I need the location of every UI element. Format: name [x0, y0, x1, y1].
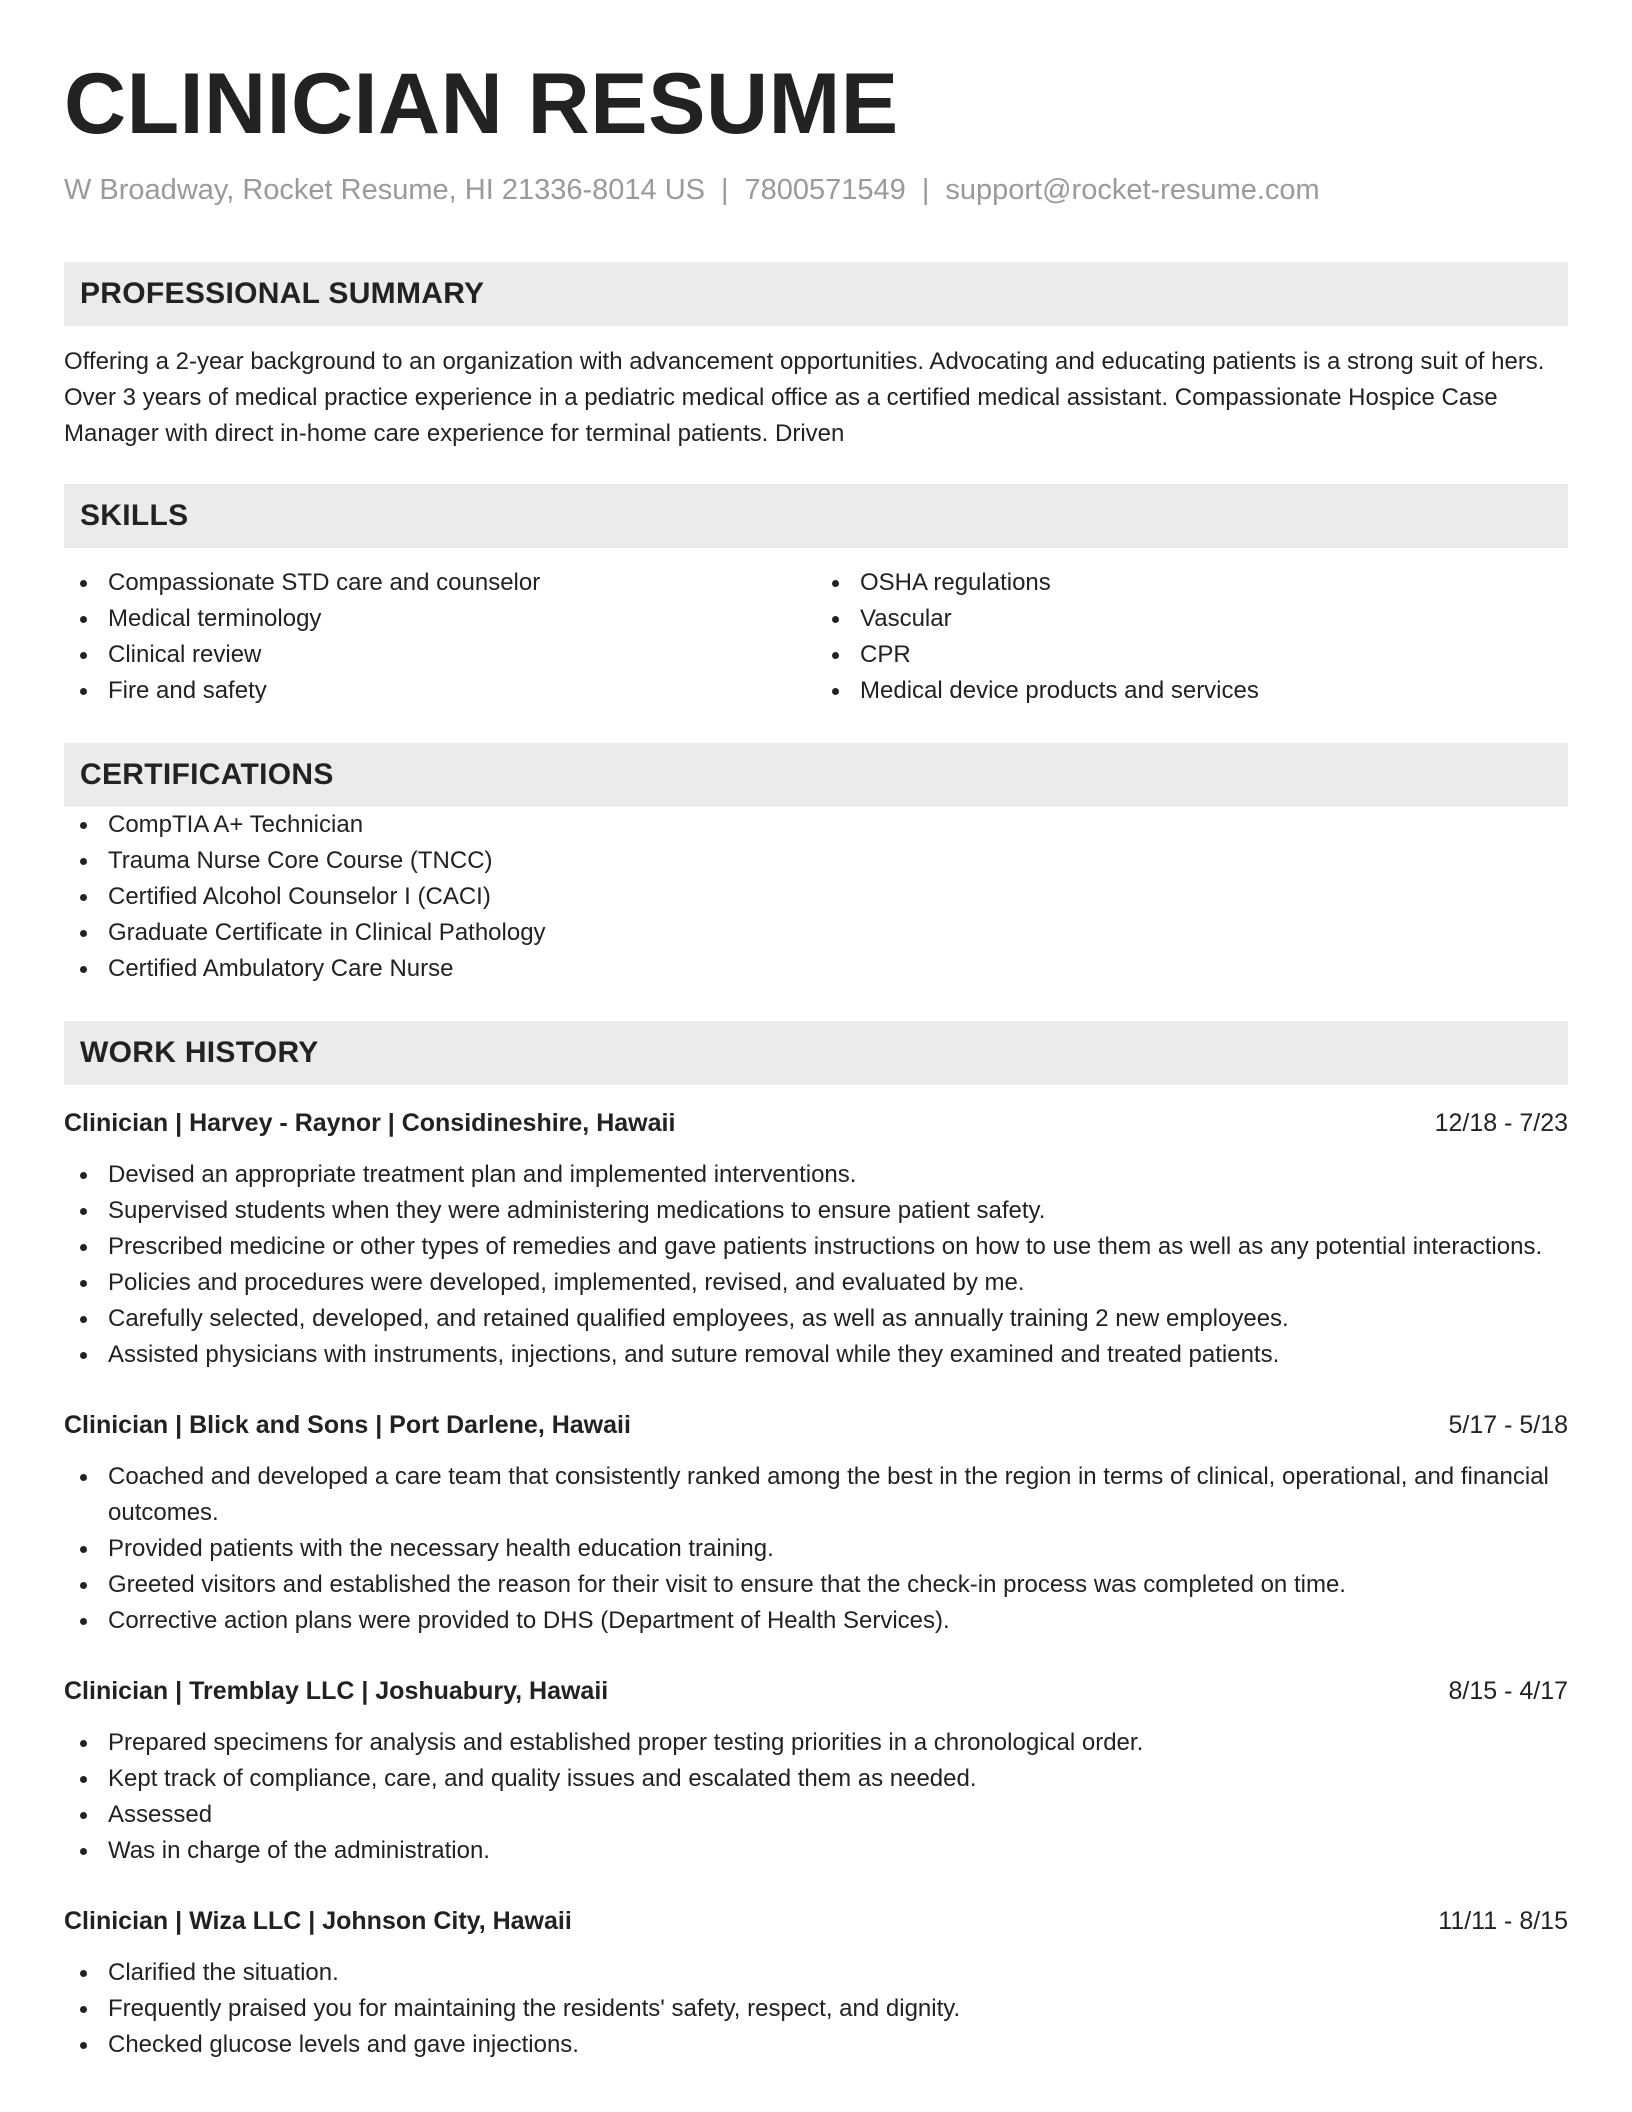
job-bullet: Provided patients with the necessary health education training.	[64, 1531, 1568, 1567]
job-bullet: Was in charge of the administration.	[64, 1833, 1568, 1869]
contact-separator: |	[921, 174, 930, 206]
skill-item: Fire and safety	[64, 673, 816, 709]
job-entry	[64, 1903, 1568, 2063]
skill-item: OSHA regulations	[816, 565, 1568, 601]
job-bullet: Supervised students when they were administering medications to ensure patient safety.	[64, 1193, 1568, 1229]
job-bullets	[64, 1459, 1568, 1639]
job-bullets	[64, 1955, 1568, 2063]
job-dates: 5/17 - 5/18	[1448, 1411, 1568, 1439]
job-bullet: Greeted visitors and established the reason for their visit to ensure that the check-in process was completed on time.	[64, 1567, 1568, 1603]
job-bullet: Prescribed medicine or other types of remedies and gave patients instructions on how to use them as well as any potential interactions.	[64, 1229, 1568, 1265]
job-bullet: Frequently praised you for maintaining the residents' safety, respect, and dignity.	[64, 1991, 1568, 2027]
job-bullet: Coached and developed a care team that consistently ranked among the best in the region in terms of clinical, operational, and financial outcomes.	[64, 1459, 1568, 1531]
skills-column-right	[816, 565, 1568, 709]
contact-separator: |	[720, 174, 729, 206]
job-bullets	[64, 1725, 1568, 1869]
job-title: Clinician | Wiza LLC | Johnson City, Hawaii	[64, 1907, 572, 1935]
job-dates: 11/11 - 8/15	[1438, 1907, 1568, 1935]
skills-list-left	[64, 565, 816, 709]
certification-item: Trauma Nurse Core Course (TNCC)	[64, 843, 1568, 879]
skills-column-left	[64, 565, 816, 709]
skill-item: Medical device products and services	[816, 673, 1568, 709]
job-header	[64, 1105, 1568, 1141]
job-header	[64, 1673, 1568, 1709]
job-bullet: Policies and procedures were developed, implemented, revised, and evaluated by me.	[64, 1265, 1568, 1301]
certification-item: Certified Alcohol Counselor I (CACI)	[64, 879, 1568, 915]
job-bullet: Assisted physicians with instruments, injections, and suture removal while they examined and treated patients.	[64, 1337, 1568, 1373]
job-header	[64, 1903, 1568, 1939]
job-bullet: Carefully selected, developed, and retained qualified employees, as well as annually training 2 new employees.	[64, 1301, 1568, 1337]
certifications-list	[64, 807, 1568, 987]
job-entry	[64, 1407, 1568, 1639]
section-heading-certifications: CERTIFICATIONS	[64, 743, 1568, 807]
job-entry	[64, 1673, 1568, 1869]
certification-item: Certified Ambulatory Care Nurse	[64, 951, 1568, 987]
contact-email: support@rocket-resume.com	[945, 174, 1320, 206]
job-bullets	[64, 1157, 1568, 1373]
job-title: Clinician | Tremblay LLC | Joshuabury, Hawaii	[64, 1677, 609, 1705]
summary-text: Offering a 2-year background to an organization with advancement opportunities. Advocating and educating patients is a strong suit of hers. Over 3 years of medical practice experience in a pediatric medical office as a certified medical assistant. Compassionate Hospice Case Manager with direct in-home care experience for terminal patients. Driven	[64, 348, 1545, 447]
contact-address: W Broadway, Rocket Resume, HI 21336-8014 US	[64, 174, 705, 206]
contact-phone: 7800571549	[744, 174, 906, 206]
section-heading-summary: PROFESSIONAL SUMMARY	[64, 262, 1568, 326]
certifications-section	[64, 743, 1568, 987]
contact-line	[64, 172, 1568, 208]
job-title: Clinician | Blick and Sons | Port Darlene, Hawaii	[64, 1411, 631, 1439]
skills-grid	[64, 565, 1568, 709]
professional-summary-section	[64, 262, 1568, 452]
job-title: Clinician | Harvey - Raynor | Considineshire, Hawaii	[64, 1109, 676, 1137]
certification-item: Graduate Certificate in Clinical Pathology	[64, 915, 1568, 951]
section-heading-skills: SKILLS	[64, 484, 1568, 548]
job-dates: 12/18 - 7/23	[1434, 1109, 1568, 1137]
skills-list-right	[816, 565, 1568, 709]
skills-section	[64, 484, 1568, 709]
job-bullet: Checked glucose levels and gave injections.	[64, 2027, 1568, 2063]
job-bullet: Kept track of compliance, care, and quality issues and escalated them as needed.	[64, 1761, 1568, 1797]
skill-item: Clinical review	[64, 637, 816, 673]
job-dates: 8/15 - 4/17	[1448, 1677, 1568, 1705]
certification-item: CompTIA A+ Technician	[64, 807, 1568, 843]
job-header	[64, 1407, 1568, 1443]
job-bullet: Devised an appropriate treatment plan and implemented interventions.	[64, 1157, 1568, 1193]
skill-item: Vascular	[816, 601, 1568, 637]
job-bullet: Clarified the situation.	[64, 1955, 1568, 1991]
job-entry	[64, 1105, 1568, 1373]
resume-title: CLINICIAN RESUME	[64, 56, 899, 152]
job-bullet: Prepared specimens for analysis and established proper testing priorities in a chronological order.	[64, 1725, 1568, 1761]
job-bullet: Corrective action plans were provided to DHS (Department of Health Services).	[64, 1603, 1568, 1639]
skill-item: Medical terminology	[64, 601, 816, 637]
skill-item: Compassionate STD care and counselor	[64, 565, 816, 601]
job-bullet: Assessed	[64, 1797, 1568, 1833]
section-heading-work-history: WORK HISTORY	[64, 1021, 1568, 1085]
work-history-section	[64, 1021, 1568, 2063]
skill-item: CPR	[816, 637, 1568, 673]
